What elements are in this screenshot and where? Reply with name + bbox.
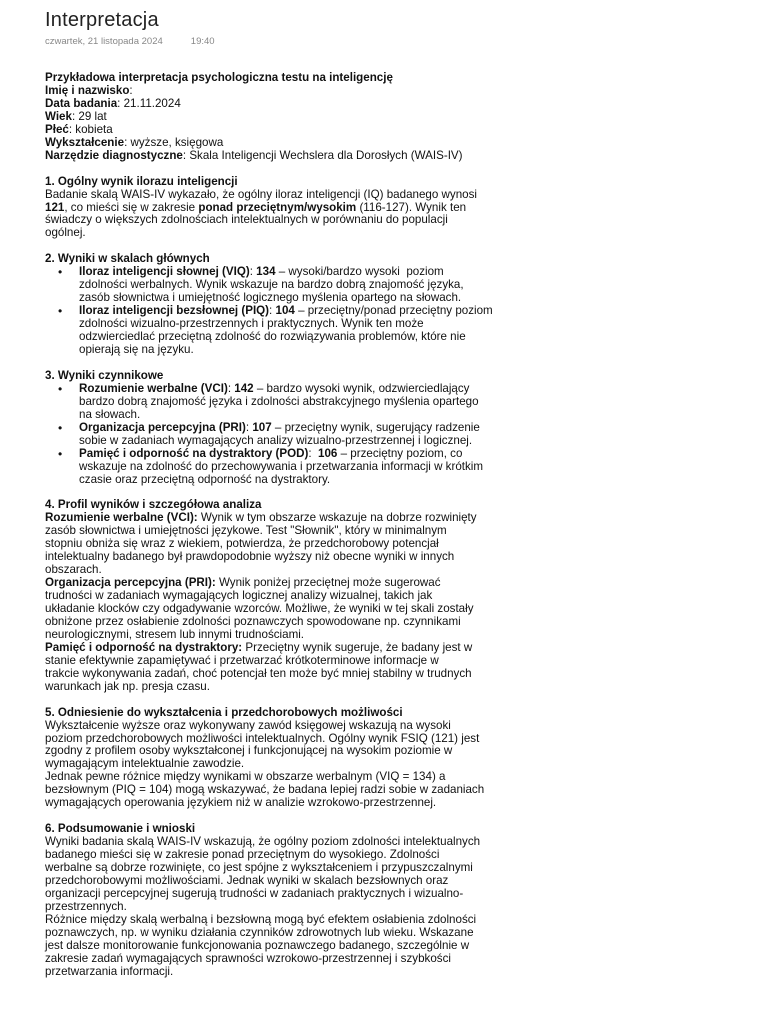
- field-label: Wiek: [45, 109, 72, 123]
- paragraph-line: warunkach jak np. presja czasu.: [45, 679, 210, 693]
- field-label: Data badania: [45, 96, 118, 110]
- subheading: Rozumienie werbalne (VCI):: [45, 511, 198, 525]
- item-label: Organizacja percepcyjna (PRI): [79, 420, 246, 434]
- paragraph-line: przedchorobowymi możliwościami. Jednak wyniki w skalach bezsłownych oraz: [45, 874, 449, 887]
- paragraph-line: świadczy o większych zdolnościach intelektualnych w porównaniu do populacji: [45, 213, 448, 227]
- text: :: [249, 265, 257, 279]
- paragraph-line: zdolności wizualno-przestrzennych i praktycznych. Wynik ten może: [79, 317, 424, 331]
- text: – wysoki/bardzo wysoki poziom: [275, 265, 444, 279]
- paragraph-line: przestrzennych.: [45, 899, 127, 913]
- field-label: Płeć: [45, 122, 69, 136]
- paragraph-line: czasie oraz przeciętną odporność na dystraktory.: [79, 472, 331, 486]
- section-heading: 5. Odniesienie do wykształcenia i przedchorobowych możliwości: [45, 705, 403, 719]
- subheading: Organizacja percepcyjna (PRI):: [45, 576, 216, 590]
- paragraph-line: wymagającym intelektualnie zawodzie.: [45, 757, 245, 771]
- note-title[interactable]: Interpretacja: [45, 9, 159, 31]
- list-item: [45, 383, 605, 422]
- text: :: [227, 381, 235, 395]
- item-label: Rozumienie werbalne (VCI): [79, 381, 228, 395]
- paragraph-line: sobie w zadaniach wymagających analizy wizualno-przestrzennej i logicznej.: [79, 433, 473, 447]
- text: (116-127). Wynik ten: [356, 200, 467, 214]
- paragraph-line: organizacji percepcyjnej sugerują trudności w zadaniach praktycznych i wizualno-: [45, 886, 464, 900]
- text: Przeciętny wynik sugeruje, że badany jest w: [242, 640, 473, 654]
- note-body[interactable]: [45, 72, 605, 979]
- paragraph-line: ogólnej.: [45, 226, 86, 240]
- field-value: : Skala Inteligencji Wechslera dla Dorosłych (WAIS-IV): [182, 148, 463, 162]
- field-label: Wykształcenie: [45, 135, 125, 149]
- item-label: Iloraz inteligencji słownej (VIQ): [79, 265, 250, 279]
- paragraph-line: zasób słownictwa i umiejętności językowe. Test "Słownik", który w minimalnym: [45, 524, 447, 538]
- text: – przeciętny/ponad przeciętny poziom: [294, 304, 493, 318]
- paragraph-line: zgodny z profilem osoby wykształconej i funkcjonującej na wysokim poziomie w: [45, 744, 453, 758]
- field-value: : kobieta: [68, 122, 113, 136]
- text: – bardzo wysoki wynik, odzwierciedlający: [253, 381, 470, 395]
- field-tool: [45, 150, 605, 163]
- bullet-list: [45, 266, 605, 357]
- paragraph-line: wskazuje na zdolność do przechowywania i przetwarzania informacji w krótkim: [79, 459, 484, 473]
- paragraph-line: układanie klocków czy odgadywanie wzorców. Możliwe, że wyniki w tej skali zostały: [45, 602, 474, 616]
- paragraph-line: bardzo dobrą znajomość języka i zdolności abstrakcyjnego myślenia opartego: [79, 394, 479, 408]
- paragraph-line: Jednak pewne różnice między wynikami w obszarze werbalnym (VIQ = 134) a: [45, 770, 446, 784]
- paragraph-line: trakcie wykonywania zadań, choć potencjał ten może być mniej stabilny w trudnych: [45, 666, 472, 680]
- score: 142: [234, 381, 254, 395]
- section-heading: 6. Podsumowanie i wnioski: [45, 822, 196, 836]
- paragraph-line: stanie efektywnie zapamiętywać i przetwarzać krótkoterminowe informacje w: [45, 653, 439, 667]
- subheading: Pamięć i odporność na dystraktory:: [45, 640, 243, 654]
- paragraph-line: wymagających operowania językiem niż w analizie wzrokowo-przestrzennej.: [45, 796, 437, 810]
- field-label: Narzędzie diagnostyczne: [45, 148, 183, 162]
- field-value: : 21.11.2024: [117, 96, 181, 110]
- score: 107: [252, 420, 272, 434]
- field-value: :: [129, 83, 133, 97]
- paragraph-line: intelektualny badanego był prawdopodobnie wyższy niż obecne wyniki w innych: [45, 550, 455, 564]
- text: Wynik w tym obszarze wskazuje na dobrze rozwinięty: [197, 511, 477, 525]
- text: , co mieści się w zakresie: [64, 200, 199, 214]
- paragraph-line: Badanie skalą WAIS-IV wykazało, że ogólny iloraz inteligencji (IQ) badanego wynosi: [45, 187, 477, 201]
- field-value: : wyższe, księgowa: [124, 135, 224, 149]
- paragraph-line: Różnice między skalą werbalną i bezsłowną mogą być efektem osłabienia zdolności: [45, 912, 477, 926]
- item-label: Pamięć i odporność na dystraktory (POD): [79, 446, 309, 460]
- text: – przeciętny poziom, co: [337, 446, 463, 460]
- paragraph-line: poziom przedchorobowych możliwości intelektualnych. Ogólny wynik FSIQ (121) jest: [45, 731, 480, 745]
- document-heading: Przykładowa interpretacja psychologiczna testu na inteligencję: [45, 71, 393, 84]
- text: :: [308, 446, 319, 460]
- list-item: [45, 448, 605, 487]
- paragraph-line: opierają się na języku.: [79, 342, 194, 356]
- text: – przeciętny wynik, sugerujący radzenie: [271, 420, 480, 434]
- score: 106: [318, 446, 338, 460]
- section-heading: 4. Profil wyników i szczegółowa analiza: [45, 498, 262, 512]
- paragraph-line: zdolności werbalnych. Wynik wskazuje na bardzo dobrą znajomość języka,: [79, 278, 464, 292]
- text: :: [269, 304, 276, 318]
- score: 104: [275, 304, 295, 318]
- note-timestamp: [45, 36, 215, 47]
- paragraph-line: [45, 642, 605, 655]
- field-value: : 29 lat: [71, 109, 107, 123]
- paragraph-line: obniżone przez osłabienie zdolności poznawczych spowodowane np. czynnikami: [45, 614, 461, 628]
- section-heading: 3. Wyniki czynnikowe: [45, 368, 164, 382]
- paragraph-line: Wyniki badania skalą WAIS-IV wskazują, że ogólny poziom zdolności intelektualnych: [45, 835, 481, 849]
- text: Wynik poniżej przeciętnej może sugerować: [215, 576, 441, 590]
- section-heading: 2. Wyniki w skalach głównych: [45, 252, 210, 266]
- paragraph-line: Wykształcenie wyższe oraz wykonywany zawód księgowej wskazują na wysoki: [45, 718, 451, 732]
- paragraph-line: stopniu obniża się wraz z wiekiem, potwierdza, że przedchorobowy potencjał: [45, 537, 439, 551]
- paragraph-line: przetwarzania informacji.: [45, 964, 174, 978]
- paragraph-line: zasób słownictwa i umiejętność logicznego myślenia opartego na słowach.: [79, 291, 462, 305]
- note-date: czwartek, 21 listopada 2024: [45, 36, 163, 47]
- list-item: [45, 422, 605, 448]
- bullet-list: [45, 383, 605, 487]
- text: :: [245, 420, 253, 434]
- paragraph-line: obszarach.: [45, 563, 102, 577]
- paragraph-line: na słowach.: [79, 407, 141, 421]
- paragraph-line: odzwierciedlać przeciętną zdolność do rozwiązywania problemów, które nie: [79, 330, 466, 344]
- paragraph-line: badanego mieści się w zakresie ponad przeciętnym do wysokiego. Zdolności: [45, 848, 440, 862]
- field-date: [45, 98, 605, 111]
- iq-range-label: ponad przeciętnym/wysokim: [198, 200, 357, 214]
- paragraph-line: trudności w zadaniach wymagających logicznej analizy wizualnej, takich jak: [45, 589, 433, 603]
- item-label: Iloraz inteligencji bezsłownej (PIQ): [79, 304, 270, 318]
- section-heading: 1. Ogólny wynik ilorazu inteligencji: [45, 174, 238, 188]
- field-label: Imię i nazwisko: [45, 83, 130, 97]
- paragraph-line: poznawczych, np. w wyniku działania czynników zdrowotnych lub wieku. Wskazane: [45, 925, 474, 939]
- paragraph-line: jest dalsze monitorowanie funkcjonowania poznawczego badanego, szczególnie w: [45, 938, 470, 952]
- paragraph-line: bezsłownym (PIQ = 104) mogą wskazywać, że badana lepiej radzi sobie w zadaniach: [45, 783, 485, 797]
- field-age: [45, 111, 605, 124]
- paragraph-line: zakresie zadań wymagających sprawności wzrokowo-przestrzennej i szybkości: [45, 951, 451, 965]
- paragraph-line: werbalne są dobrze rozwinięte, co jest spójne z wykształceniem i przypuszczalnymi: [45, 861, 473, 875]
- score: 134: [256, 265, 276, 279]
- paragraph-line: neurologicznymi, stresem lub innymi trudnościami.: [45, 627, 305, 641]
- note-time: 19:40: [190, 36, 215, 47]
- list-item: [45, 305, 605, 357]
- iq-score: 121: [45, 200, 65, 214]
- list-item: [45, 266, 605, 305]
